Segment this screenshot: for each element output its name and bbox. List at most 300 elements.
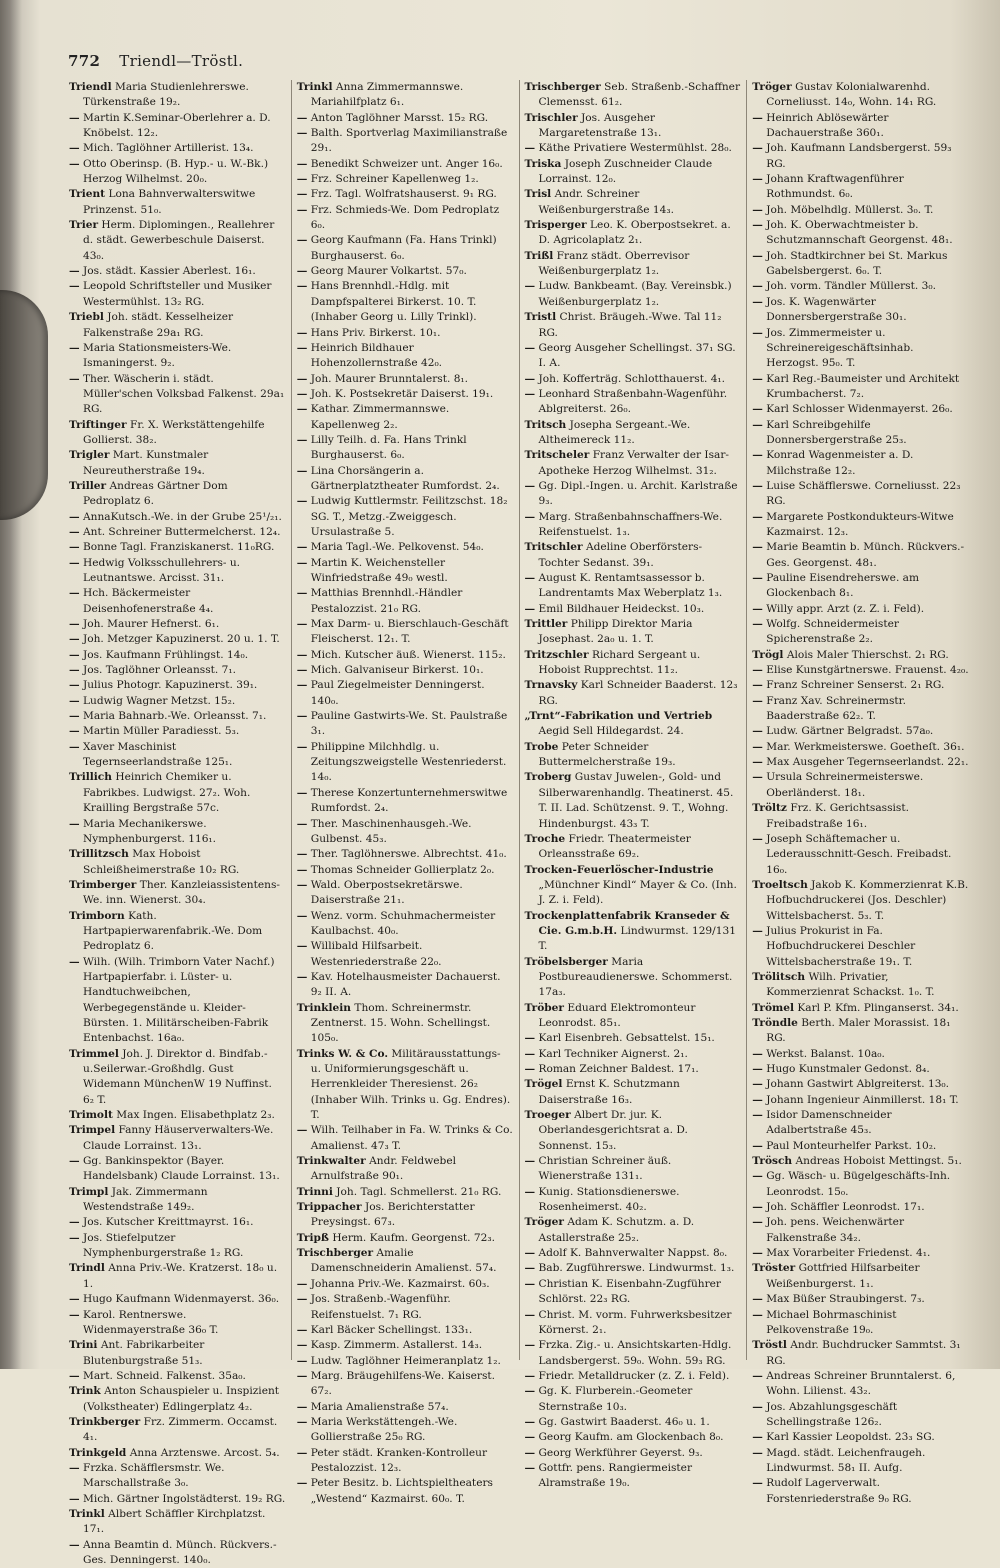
directory-entry — [297, 402, 514, 433]
entry-name: — — [69, 1216, 80, 1229]
directory-entry — [525, 1215, 742, 1246]
directory-entry — [752, 1108, 969, 1139]
entry-name: — — [524, 372, 536, 385]
entry-text: Wolfg. Schneidermeister Spicherenstraße 2₂. — [766, 618, 899, 646]
entry-name: — — [296, 1446, 308, 1459]
directory-entry — [297, 709, 514, 740]
directory-entry — [525, 1261, 742, 1276]
directory-entry — [752, 1246, 969, 1261]
entry-text: Leo. K. Oberpostsekret. a. D. Agricolaplatz 2₁. — [538, 219, 731, 247]
entry-text: Marie Beamtin b. Münch. Rückvers.-Ges. Georgenst. 48₁. — [766, 541, 965, 569]
directory-entry — [69, 586, 286, 617]
entry-text: Philippine Milchhdlg. u. Zeitungszweigstelle Westenriederst. 14₀. — [310, 740, 507, 784]
entry-name: — — [69, 740, 80, 753]
entry-text: Magd. städt. Leichenfraugeh. Lindwurmst. 58₁ II. Aufg. — [766, 1446, 926, 1474]
entry-text: Frz. Tagl. Wolfratshauserst. 9₁ RG. — [310, 188, 497, 201]
directory-entry — [69, 648, 286, 663]
binding-shadow — [0, 290, 48, 520]
entry-name: — — [69, 341, 80, 354]
entry-name: — — [752, 249, 763, 262]
entry-text: Eduard Elektromonteur Leonrodst. 85₁. — [538, 1001, 696, 1029]
directory-entry — [69, 111, 286, 142]
directory-entry — [69, 556, 286, 587]
directory-entry — [752, 1154, 969, 1169]
directory-entry — [297, 372, 514, 387]
entry-text: Jos. städt. Kassier Aberlest. 16₁. — [82, 265, 256, 278]
entry-text: Anna Priv.-We. Kratzerst. 18₀ u. 1. — [83, 1262, 278, 1290]
directory-entry — [752, 418, 969, 449]
directory-entry — [69, 157, 286, 188]
entry-text: Otto Oberinsp. (B. Hyp.- u. W.-Bk.) Herzog Wilhelmst. 20₀. — [82, 157, 269, 186]
entry-name: — — [69, 1492, 80, 1505]
directory-entry — [69, 418, 286, 449]
entry-name: Trinkwalter — [296, 1155, 366, 1168]
entry-text: Jak. Zimmermann Westendstraße 149₂. — [83, 1185, 208, 1214]
entry-name: — — [752, 756, 763, 769]
entry-name: — — [69, 372, 80, 385]
entry-text: Christ. M. vorm. Fuhrwerksbesitzer Körnerst. 2₁. — [538, 1308, 732, 1336]
entry-name: — — [524, 1415, 536, 1428]
entry-name: — — [69, 1231, 80, 1244]
entry-text: Franz Verwalter der Isar-Apotheke Herzog Wilhelmst. 31₂. — [538, 449, 730, 477]
directory-entry — [297, 1369, 514, 1400]
directory-entry — [297, 1446, 514, 1477]
directory-entry — [69, 264, 286, 279]
entry-text: Ther. Wäscherin i. städt. Müller'schen Volksbad Falkenst. 29a₁ RG. — [82, 372, 285, 416]
entry-text: Jakob K. Kommerzienrat K.B. Hofbuchdruckerei (Jos. Deschler) Wittelsbacherst. 5₃. T. — [766, 878, 969, 922]
entry-text: Joh. pens. Weichenwärter Falkenstraße 34₂. — [766, 1216, 905, 1244]
directory-entry — [525, 111, 742, 142]
entry-text: Jos. Straßenb.-Wagenführ. Reifenstuelst. 7₁ RG. — [310, 1293, 451, 1321]
directory-entry — [525, 187, 742, 218]
directory-entry — [525, 571, 742, 602]
entry-name: — — [524, 1262, 536, 1275]
entry-name: — — [752, 111, 763, 124]
entry-text: Anna Zimmermannswe. Mariahilfplatz 6₁. — [310, 81, 464, 109]
entry-text: Jos. Kaufmann Frühlingst. 14₀. — [82, 648, 249, 661]
entry-name: — — [296, 157, 308, 170]
entry-text: Frz. Zimmerm. Occamst. 4₁. — [83, 1415, 278, 1444]
directory-entry — [752, 1139, 969, 1154]
entry-text: Heinrich Bildhauer Hohenzollernstraße 42₀. — [310, 341, 443, 370]
entry-text: Willy appr. Arzt (z. Z. i. Feld). — [766, 602, 925, 615]
directory-entry — [297, 203, 514, 234]
directory-entry — [69, 847, 286, 878]
entry-name: — — [752, 1170, 763, 1183]
entry-text: Leopold Schriftsteller und Musiker Westermühlst. 13₂ RG. — [82, 280, 272, 308]
entry-text: Joh. städt. Kesselheizer Falkenstraße 29a₁ RG. — [83, 311, 234, 339]
entry-name: — — [752, 1446, 763, 1459]
directory-entry — [752, 1430, 969, 1445]
directory-entry — [525, 341, 742, 372]
entry-text: Mart. Kunstmaler Neureutherstraße 19₄. — [83, 449, 209, 477]
entry-name: — — [296, 541, 308, 554]
entry-text: Benedikt Schweizer unt. Anger 16₀. — [310, 157, 503, 170]
directory-entry — [69, 1492, 286, 1507]
entry-text: Ludwig Wagner Metzst. 15₂. — [82, 694, 236, 707]
directory-entry — [69, 1123, 286, 1154]
entry-name: Tröndle — [752, 1016, 798, 1029]
entry-name: Tröber — [524, 1001, 564, 1014]
entry-name: — — [752, 602, 763, 615]
directory-entry — [525, 1062, 742, 1077]
directory-entry — [69, 1047, 286, 1108]
directory-entry — [69, 694, 286, 709]
entry-text: Andr. Buchdrucker Sammtst. 3₁ RG. — [766, 1339, 961, 1367]
directory-entry — [69, 1292, 286, 1307]
entry-name: Tröltz — [752, 802, 787, 815]
entry-text: Frz. Schreiner Kapellenweg 1₂. — [310, 173, 479, 186]
directory-entry — [525, 770, 742, 831]
entry-name: — — [69, 1155, 80, 1168]
entry-name: — — [69, 1308, 80, 1321]
entry-name: Trocken-Feuerlöscher-Industrie — [524, 863, 714, 876]
entry-text: Jos. Berichterstatter Preysingst. 67₃. — [310, 1201, 475, 1229]
entry-text: Frz. K. Gerichtsassist. Freibadstraße 16₁. — [766, 802, 909, 830]
entry-name: — — [69, 1461, 80, 1474]
entry-name: — — [69, 541, 80, 554]
entry-name: — — [296, 173, 308, 186]
directory-entry — [297, 1338, 514, 1353]
entry-text: Peter städt. Kranken-Kontrolleur Pestalozzist. 12₃. — [310, 1446, 488, 1474]
entry-text: Hans Brennhdl.-Hdlg. mit Dampfspalterei Birkerst. 10. T. (Inhaber Georg u. Lilly Trinkl). — [310, 280, 477, 324]
entry-text: Paul Monteurhelfer Parkst. 10₂. — [766, 1139, 937, 1152]
entry-text: Hedwig Volksschullehrers- u. Leutnantswe. Arcisst. 31₁. — [82, 556, 241, 584]
directory-entry — [752, 1476, 969, 1507]
directory-entry — [525, 479, 742, 510]
entry-name: — — [296, 556, 308, 569]
directory-entry — [69, 1215, 286, 1230]
entry-text: Anna Arztenswe. Arcost. 5₄. — [129, 1446, 280, 1459]
entry-name: — — [752, 403, 763, 416]
directory-entry — [69, 1308, 286, 1339]
entry-text: Paul Ziegelmeister Denningerst. 140₀. — [310, 679, 485, 707]
directory-entry — [297, 909, 514, 940]
entry-name: — — [752, 142, 763, 155]
entry-text: Isidor Damenschneider Adalbertstraße 45₃. — [766, 1109, 892, 1137]
entry-text: Joh. K. Postsekretär Daiserst. 19₁. — [310, 387, 494, 400]
directory-entry — [752, 295, 969, 326]
entry-name: Trischberger — [296, 1247, 374, 1260]
entry-text: Karl Reg.-Baumeister und Architekt Krumbacherst. 7₂. — [766, 372, 960, 400]
entry-text: Max Darm- u. Bierschlauch-Geschäft Fleischerst. 12₁. T. — [310, 618, 509, 646]
directory-entry — [525, 387, 742, 418]
entry-text: Peter Schneider Buttermelcherstraße 19₃. — [538, 740, 676, 769]
entry-text: Mart. Schneid. Falkenst. 35a₀. — [82, 1369, 246, 1382]
directory-entry — [297, 464, 514, 495]
entry-name: — — [296, 127, 308, 140]
entry-name: — — [752, 326, 763, 339]
entry-name: — — [296, 1277, 308, 1290]
entry-name: Trimpel — [69, 1124, 116, 1137]
entry-text: Georg Kaufm. am Glockenbach 8₀. — [538, 1431, 724, 1444]
entry-name: Trockenplattenfabrik Kranseder & Cie. G.m.b.H. — [524, 909, 730, 937]
directory-entry — [297, 586, 514, 617]
entry-text: Joh. K. Oberwachtmeister b. Schutzmannschaft Georgenst. 48₁. — [766, 219, 953, 247]
entry-text: Martin Müller Paradiesst. 5₃. — [82, 725, 240, 738]
entry-name: — — [524, 1247, 536, 1260]
directory-entry — [297, 1154, 514, 1185]
directory-entry — [525, 1308, 742, 1339]
directory-entry — [69, 1108, 286, 1123]
directory-entry — [752, 141, 969, 172]
entry-text: Joseph Zuschneider Claude Lorrainst. 12₀. — [538, 157, 713, 186]
entry-text: Joh. Maurer Brunntalerst. 8₁. — [310, 372, 469, 385]
directory-entry — [297, 264, 514, 279]
entry-text: Kath. Hartpapierwarenfabrik.-We. Dom Pedroplatz 6. — [83, 909, 263, 953]
directory-entry — [69, 1369, 286, 1384]
directory-entry — [297, 617, 514, 648]
entry-name: — — [69, 1293, 80, 1306]
entry-name: Trischler — [524, 111, 578, 124]
entry-name: — — [752, 694, 763, 707]
directory-entry — [752, 1200, 969, 1215]
directory-entry — [297, 878, 514, 909]
entry-text: Mich. Gärtner Ingolstädterst. 19₂ RG. — [82, 1492, 286, 1505]
entry-text: Philipp Direktor Maria Josephast. 2a₀ u. 1. T. — [538, 618, 693, 646]
directory-entry — [69, 341, 286, 372]
entry-name: Trient — [69, 188, 106, 201]
entry-name: — — [752, 1139, 763, 1152]
entry-name: Trinklein — [296, 1001, 352, 1014]
entry-text: Peter Besitz. b. Lichtspieltheaters „Westend“ Kazmairst. 60₀. T. — [310, 1477, 493, 1505]
entry-name: Troeltsch — [752, 878, 808, 891]
entry-name: — — [69, 817, 80, 830]
directory-columns — [64, 80, 974, 1566]
directory-entry — [297, 1476, 514, 1507]
entry-text: Joh. J. Direktor d. Bindfab.- u.Seilerwar.-Großhdlg. Gust Widemann MünchenW 19 Nuffinst. 6₂ T. — [83, 1047, 272, 1106]
entry-text: Militärausstattungs- u. Uniformierungsgeschäft u. Herrenkleider Theresienst. 26₂ (Inhaber Wilh. Trinks u. Gg. Endres). T. — [310, 1047, 511, 1122]
entry-name: — — [752, 203, 763, 216]
directory-entry — [525, 157, 742, 188]
directory-entry — [525, 1001, 742, 1032]
directory-entry — [69, 709, 286, 724]
entry-text: Karl Schlosser Widenmayerst. 26₀. — [766, 403, 953, 416]
entry-text: Ludw. Taglöhner Heimeranplatz 1₂. — [310, 1354, 501, 1367]
entry-name: Trisl — [524, 188, 552, 201]
entry-text: Andreas Hoboist Mettingst. 5₁. — [795, 1155, 962, 1168]
directory-entry — [69, 1261, 286, 1292]
entry-text: Joh. Tagl. Schmellerst. 21₀ RG. — [336, 1185, 502, 1198]
entry-text: Thom. Schreinermstr. Zentnerst. 15. Wohn. Schellingst. 105₀. — [310, 1001, 491, 1045]
entry-name: — — [752, 295, 763, 308]
entry-name: — — [296, 265, 308, 278]
entry-name: Troche — [524, 832, 566, 845]
entry-text: Maria Amalienstraße 57₄. — [310, 1400, 449, 1413]
entry-name: Tröger — [752, 81, 792, 93]
entry-name: Tröbelsberger — [524, 955, 608, 968]
entry-text: Ther. Kanzleiassistentens-We. inn. Wienerst. 30₄. — [83, 878, 280, 907]
entry-name: — — [296, 188, 308, 201]
entry-text: Joh. Metzger Kapuzinerst. 20 u. 1. T. — [82, 633, 280, 646]
directory-entry — [525, 1446, 742, 1461]
entry-name: — — [752, 1109, 763, 1122]
entry-name: — — [296, 710, 308, 723]
entry-text: Thomas Schneider Gollierplatz 2₀. — [310, 863, 495, 876]
directory-entry — [69, 1538, 286, 1568]
directory-entry — [69, 740, 286, 771]
entry-text: Luise Schäfflerswe. Corneliusst. 22₃ RG. — [766, 479, 961, 508]
entry-text: Frzka. Zig.- u. Ansichtskarten-Hdlg. Landsbergerst. 59₀. Wohn. 59₃ RG. — [538, 1339, 732, 1367]
directory-entry — [297, 172, 514, 187]
directory-entry — [297, 233, 514, 264]
entry-text: Joh. Schäffler Leonrodst. 17₁. — [766, 1201, 925, 1214]
entry-name: Trischberger — [524, 81, 601, 93]
entry-text: Andreas Schreiner Brunntalerst. 6, Wohn. Lilienst. 43₂. — [766, 1369, 956, 1398]
entry-name: — — [296, 341, 308, 354]
entry-name: Trippacher — [296, 1201, 362, 1214]
entry-name: Trißl — [524, 249, 554, 262]
entry-name: Trier — [69, 219, 99, 232]
directory-entry — [525, 1430, 742, 1445]
directory-entry — [752, 1338, 969, 1369]
entry-text: Franz Xav. Schreinermstr. Baaderstraße 62₂. T. — [766, 694, 906, 723]
entry-text: Christian K. Eisenbahn-Zugführer Schlörst. 22₃ RG. — [538, 1277, 721, 1306]
directory-entry — [525, 709, 742, 740]
entry-name: — — [296, 1415, 308, 1428]
entry-name: — — [296, 1477, 308, 1490]
entry-text: Johann Kraftwagenführer Rothmundst. 6₀. — [766, 173, 904, 201]
directory-entry — [525, 617, 742, 648]
entry-text: Gottfr. pens. Rangiermeister Alramstraße 19₀. — [538, 1461, 693, 1490]
entry-name: — — [752, 924, 763, 937]
entry-text: Karl Techniker Aignerst. 2₁. — [538, 1047, 688, 1060]
directory-entry — [525, 249, 742, 280]
directory-entry — [752, 1016, 969, 1047]
entry-name: — — [752, 541, 763, 554]
directory-entry — [297, 126, 514, 157]
entry-text: Julius Prokurist in Fa. Hofbuchdruckerei Deschler Wittelsbacherstraße 19₁. T. — [766, 924, 916, 968]
entry-text: Heinrich Ablösewärter Dachauerstraße 360₁. — [766, 111, 889, 140]
entry-name: Trösch — [752, 1155, 793, 1168]
directory-entry — [752, 1215, 969, 1246]
entry-text: Herm. Kaufm. Georgenst. 72₃. — [332, 1231, 495, 1244]
entry-text: Mich. Taglöhner Artillerist. 13₄. — [82, 142, 254, 155]
entry-name: Trimborn — [69, 909, 125, 922]
entry-text: Anton Taglöhner Marsst. 15₂ RG. — [310, 111, 489, 124]
directory-entry — [525, 1415, 742, 1430]
entry-name: Tritscheler — [524, 449, 590, 462]
entry-text: Fr. X. Werkstättengehilfe Gollierst. 38₂. — [83, 418, 265, 446]
entry-name: — — [296, 111, 308, 124]
column-1 — [64, 80, 291, 1566]
directory-entry — [69, 510, 286, 525]
entry-text: Mich. Galvaniseur Birkerst. 10₁. — [310, 664, 484, 677]
entry-text: Heinrich Chemiker u. Fabrikbes. Ludwigst. 27₂. Woh. Krailling Bergstraße 57c. — [83, 771, 251, 815]
entry-name: — — [752, 1201, 763, 1214]
entry-text: Jos. Kutscher Kreittmayrst. 16₁. — [82, 1216, 254, 1229]
entry-name: — — [296, 372, 308, 385]
entry-text: Georg Ausgeher Schellingst. 37₁ SG. I. A. — [538, 341, 736, 370]
entry-name: — — [69, 664, 80, 677]
directory-entry — [752, 970, 969, 1001]
directory-entry — [752, 249, 969, 280]
entry-name: — — [296, 387, 308, 400]
entry-text: Joh. Stadtkirchner bei St. Markus Gabelsbergerst. 6₀. T. — [766, 249, 948, 278]
entry-text: Gustav Kolonialwarenhd. Corneliusst. 14₀, Wohn. 14₁ RG. — [766, 81, 937, 109]
directory-entry — [69, 678, 286, 693]
entry-name: — — [69, 525, 80, 538]
entry-name: „Trnt“-Fabrikation und Vertrieb — [524, 710, 713, 723]
entry-text: Matthias Brennhdl.-Händler Pestalozzist. 21₀ RG. — [310, 587, 463, 615]
entry-name: Trinkl — [69, 1507, 105, 1520]
entry-name: Trölitsch — [752, 970, 806, 983]
directory-entry — [525, 540, 742, 571]
entry-text: Marg. Straßenbahnschaffners-We. Reifenstuelst. 1₃. — [538, 510, 723, 538]
entry-name: — — [524, 341, 536, 354]
entry-name: — — [524, 510, 536, 523]
entry-text: Ludwig Kuttlermstr. Feilitzschst. 18₂ SG. T., Metzg.-Zweiggesch. Ursulastraße 5. — [310, 495, 508, 538]
directory-entry — [297, 970, 514, 1001]
directory-entry — [297, 1200, 514, 1231]
directory-entry — [69, 1154, 286, 1185]
entry-name: — — [296, 817, 308, 830]
entry-text: Anton Schauspieler u. Inspizient (Volkstheater) Edlingerplatz 4₂. — [83, 1385, 280, 1413]
directory-entry — [297, 847, 514, 862]
directory-entry — [297, 648, 514, 663]
directory-entry — [69, 909, 286, 955]
entry-text: Georg Kaufmann (Fa. Hans Trinkl) Burghauserst. 6₀. — [310, 234, 497, 262]
entry-name: — — [69, 694, 80, 707]
directory-entry — [525, 1277, 742, 1308]
directory-entry — [297, 817, 514, 848]
entry-name: — — [752, 1078, 763, 1091]
entry-name: Trinni — [296, 1185, 333, 1198]
entry-text: Bonne Tagl. Franziskanerst. 11₀RG. — [82, 541, 275, 554]
entry-text: Adeline Oberförsters-Tochter Sedanst. 39₁. — [538, 541, 703, 569]
entry-name: Triebl — [69, 311, 104, 324]
entry-name: — — [752, 725, 763, 738]
entry-text: Hch. Bäckermeister Deisenhofenerstraße 4₄. — [82, 587, 214, 615]
directory-entry — [69, 540, 286, 555]
entry-name: — — [752, 771, 763, 784]
entry-name: — — [69, 587, 80, 600]
entry-text: Christ. Bräugeh.-Wwe. Tal 11₂ RG. — [538, 311, 722, 339]
entry-name: Tritzschler — [524, 648, 589, 661]
directory-entry — [752, 1077, 969, 1092]
entry-name: — — [524, 1308, 536, 1321]
entry-name: — — [69, 648, 80, 661]
directory-entry — [69, 218, 286, 264]
entry-text: Maria Tagl.-We. Pelkovenst. 54₀. — [310, 541, 484, 554]
directory-entry — [752, 402, 969, 417]
directory-entry — [752, 326, 969, 372]
entry-text: Max Büßer Straubingerst. 7₃. — [766, 1293, 925, 1306]
directory-entry — [525, 1369, 742, 1384]
entry-name: Triller — [69, 479, 107, 492]
directory-entry — [297, 1354, 514, 1369]
directory-entry — [297, 1292, 514, 1323]
directory-entry — [752, 1308, 969, 1339]
directory-entry — [525, 310, 742, 341]
entry-name: — — [296, 618, 308, 631]
entry-name: Trögl — [752, 648, 784, 661]
entry-name: — — [524, 280, 536, 293]
directory-entry — [525, 1384, 742, 1415]
entry-text: Roman Zeichner Baldest. 17₁. — [538, 1063, 699, 1075]
entry-text: Karl Kassier Leopoldst. 23₃ SG. — [766, 1431, 935, 1444]
entry-text: Friedr. Metalldrucker (z. Z. i. Feld). — [538, 1369, 730, 1382]
directory-entry — [525, 279, 742, 310]
entry-text: Gg. Wäsch- u. Bügelgeschäfts-Inh. Leonrodst. 15₀. — [766, 1170, 951, 1198]
entry-name: — — [752, 1247, 763, 1260]
directory-entry — [525, 648, 742, 679]
entry-text: Karl Schreibgehilfe Donnersbergerstraße 25₃. — [766, 418, 907, 446]
entry-name: — — [752, 418, 763, 431]
directory-entry — [752, 878, 969, 924]
entry-name: — — [752, 280, 763, 293]
page-header — [68, 52, 243, 70]
